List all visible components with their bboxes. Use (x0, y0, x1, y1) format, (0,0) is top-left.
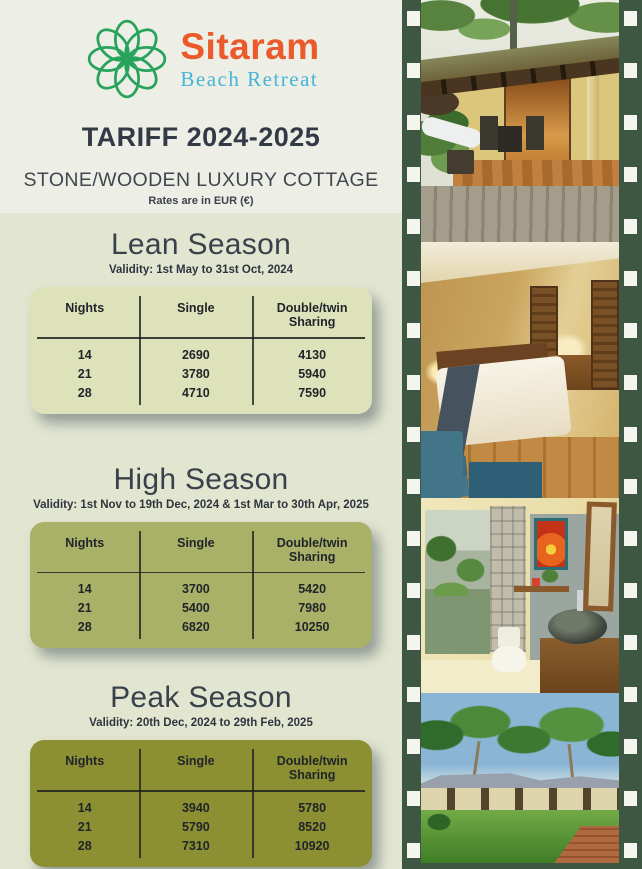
column-header-double: Double/twin Sharing (276, 301, 348, 329)
garden-shower-opening (425, 510, 490, 654)
table-row (30, 346, 372, 365)
wooden-wardrobe (591, 280, 619, 390)
column-header-nights: Nights (65, 754, 105, 768)
table-header-row (30, 298, 372, 337)
page-title: TARIFF 2024-2025 (81, 122, 321, 152)
column-header-nights: Nights (65, 301, 105, 315)
table-row (30, 599, 372, 618)
season-title: Lean Season (110, 228, 292, 261)
season-section-lean (0, 228, 402, 414)
palm-canopy (421, 700, 619, 788)
column-header-single: Single (177, 301, 215, 315)
faucet (577, 590, 583, 611)
toilet-cistern (498, 627, 520, 648)
wooden-vanity (540, 638, 619, 693)
nights-value: 14 (77, 347, 92, 362)
column-divider (139, 749, 141, 858)
double-rate: 4130 (298, 347, 327, 362)
garden-plants (425, 510, 490, 597)
film-sprocket-holes-left (407, 11, 420, 869)
table-header-row (30, 751, 372, 790)
deck-chair (480, 116, 498, 150)
column-header-double: Double/twin Sharing (276, 754, 348, 782)
column-header-single: Single (177, 535, 215, 550)
header-rule (37, 790, 365, 792)
blue-bench (469, 462, 542, 498)
column-divider (252, 749, 254, 858)
potted-plant (540, 568, 560, 584)
cottage-facades (421, 788, 619, 810)
table-row (30, 618, 372, 637)
double-rate: 7980 (298, 601, 327, 615)
season-validity: Validity: 20th Dec, 2024 to 29th Feb, 2025 (89, 717, 313, 729)
tariff-table-peak (30, 740, 372, 867)
column-header-double: Double/twin Sharing (276, 535, 348, 564)
column-divider (139, 296, 141, 405)
season-title: Peak Season (110, 681, 292, 714)
column-header-nights: Nights (65, 535, 105, 550)
nights-value: 14 (77, 800, 92, 815)
season-validity: Validity: 1st Nov to 19th Dec, 2024 & 1st Mar to 30th Apr, 2025 (33, 498, 369, 511)
double-rate: 10920 (294, 838, 330, 853)
table-row (30, 580, 372, 599)
knot-flower-logo-icon (82, 16, 172, 102)
single-rate: 3780 (181, 366, 210, 381)
tariff-table-lean (30, 287, 372, 414)
season-section-high (0, 463, 402, 649)
nights-value: 21 (77, 601, 92, 615)
nights-value: 28 (77, 838, 92, 853)
double-rate: 10250 (294, 620, 330, 634)
nights-value: 28 (77, 620, 92, 634)
wicker-side-table (447, 150, 475, 174)
double-rate: 7590 (298, 385, 327, 400)
single-rate: 7310 (181, 838, 210, 853)
orange-painting (534, 518, 568, 571)
season-title: High Season (113, 462, 289, 496)
brand-tagline: Beach Retreat (180, 67, 319, 91)
table-row (30, 384, 372, 403)
wooden-mirror (583, 501, 616, 611)
column-divider (252, 296, 254, 405)
weathered-deck-planks (421, 186, 619, 242)
garden-cottages-photo (421, 693, 619, 863)
season-section-peak (0, 681, 402, 867)
stone-vessel-sink (548, 609, 607, 644)
table-header-row (30, 533, 372, 572)
red-candle (532, 578, 540, 586)
garden-bush (425, 812, 453, 832)
header-rule (37, 572, 365, 574)
filmstrip-photos (421, 0, 619, 863)
column-header-single: Single (177, 754, 215, 768)
column-divider (252, 531, 254, 640)
double-rate: 8520 (298, 819, 327, 834)
single-rate: 2690 (181, 347, 210, 362)
blue-armchair (421, 431, 463, 498)
film-sprocket-holes-right (624, 11, 637, 869)
nights-value: 14 (77, 582, 92, 596)
single-rate: 5790 (181, 819, 210, 834)
column-divider (139, 531, 141, 640)
single-rate: 5400 (181, 601, 210, 615)
ceiling (421, 242, 619, 283)
deck-chair (526, 116, 544, 150)
rates-note: Rates are in EUR (€) (148, 195, 254, 207)
nights-value: 21 (77, 366, 92, 381)
table-row (30, 365, 372, 384)
cottage-subtitle: STONE/WOODEN LUXURY COTTAGE (23, 169, 379, 191)
brand-name: Sitaram (180, 26, 320, 67)
single-rate: 4710 (181, 385, 210, 400)
stone-ledge (514, 586, 569, 592)
single-rate: 6820 (181, 620, 210, 634)
nights-value: 21 (77, 819, 92, 834)
double-rate: 5420 (298, 582, 327, 596)
brand-text (180, 28, 319, 90)
double-rate: 5780 (298, 800, 327, 815)
header-rule (37, 337, 365, 339)
toilet (492, 646, 526, 671)
filmstrip (402, 0, 642, 869)
table-row (30, 818, 372, 837)
table-row (30, 837, 372, 856)
brand-header (0, 0, 402, 102)
cottage-veranda-photo (421, 0, 619, 242)
single-rate: 3700 (181, 582, 210, 596)
tariff-table-high (30, 522, 372, 649)
deck-table (498, 126, 522, 153)
nights-value: 28 (77, 385, 92, 400)
bedroom-photo (421, 242, 619, 498)
season-validity: Validity: 1st May to 31st Oct, 2024 (108, 264, 294, 276)
bathroom-photo (421, 498, 619, 693)
double-rate: 5940 (298, 366, 327, 381)
table-row (30, 799, 372, 818)
single-rate: 3940 (181, 800, 210, 815)
